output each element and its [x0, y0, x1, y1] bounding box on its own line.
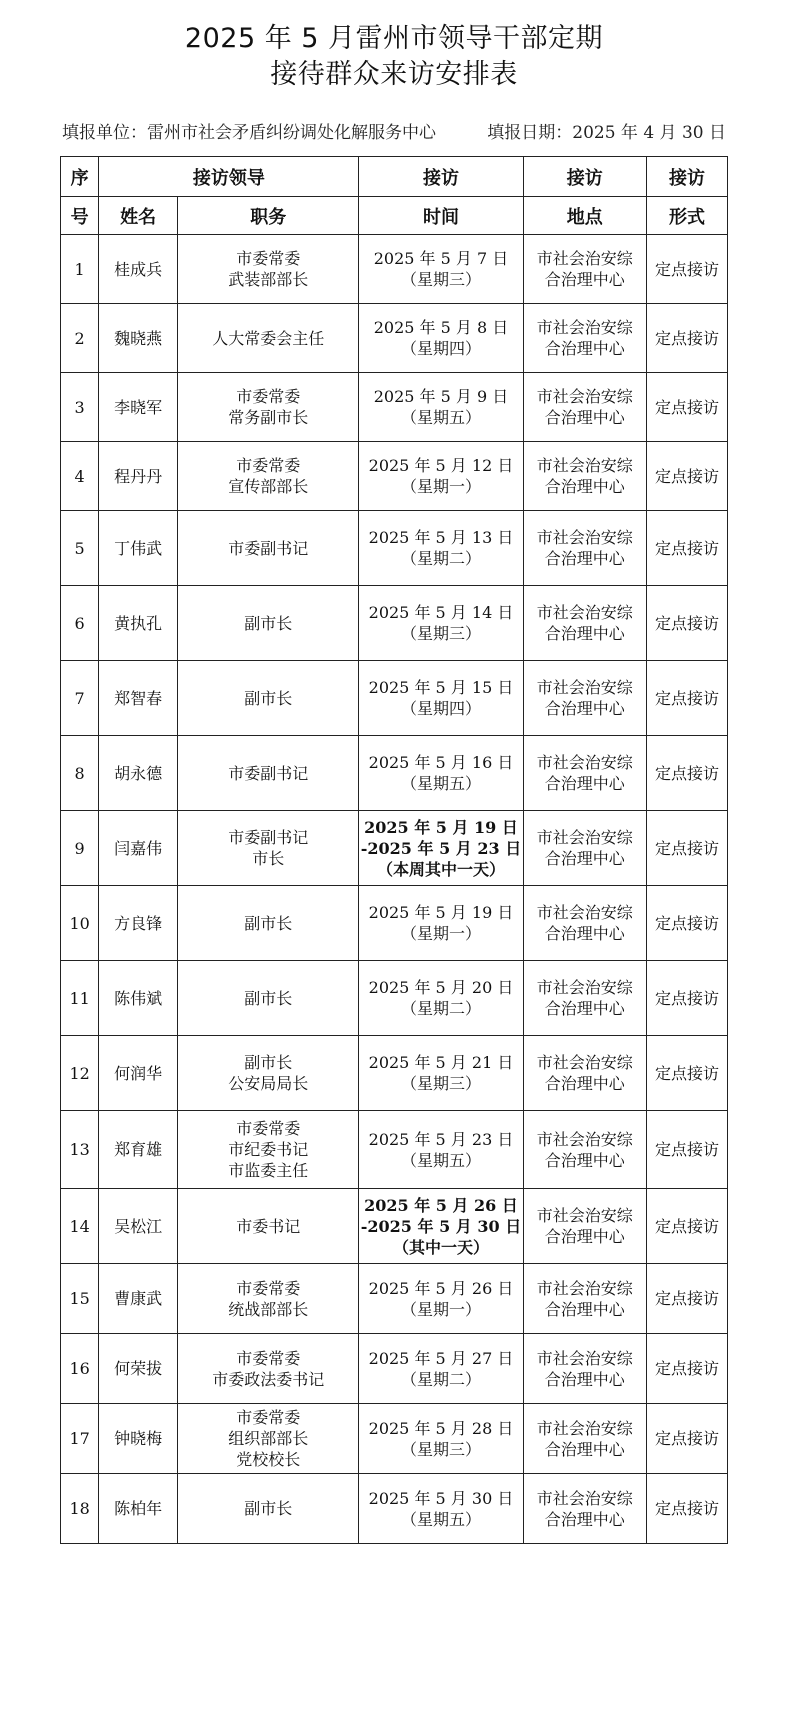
visit-place [523, 1404, 647, 1474]
visit-time-line: 2025 年 5 月 13 日 [368, 528, 514, 547]
visit-time-line: （星期五） [400, 1509, 481, 1529]
row-number: 18 [61, 1474, 99, 1544]
visit-time-line: （星期四） [400, 699, 481, 718]
visit-time-line: （星期一） [400, 1299, 481, 1319]
leader-position [177, 1474, 359, 1544]
leader-name: 陈柏年 [99, 1474, 178, 1544]
visit-time-line: （星期五） [400, 408, 481, 427]
visit-place-line: 合治理中心 [544, 1369, 625, 1389]
header-time-top: 接访 [359, 157, 523, 197]
leader-name: 丁伟武 [99, 511, 178, 586]
table-row [61, 961, 728, 1036]
header-place-bottom: 地点 [523, 197, 647, 235]
visit-time-line: （星期五） [400, 774, 481, 793]
visit-time-line: 2025 年 5 月 21 日 [368, 1053, 514, 1072]
visit-place-line: 合治理中心 [544, 339, 625, 358]
reporting-unit: 填报单位：雷州市社会矛盾纠纷调处化解服务中心 [62, 123, 436, 143]
leader-position [177, 661, 359, 736]
visit-place-line: 合治理中心 [544, 1150, 625, 1170]
header-seq-bottom: 号 [61, 197, 99, 235]
visit-form: 定点接访 [647, 1189, 728, 1264]
schedule-table [60, 156, 728, 1544]
row-number: 9 [61, 811, 99, 886]
leader-position-line: 武装部部长 [228, 270, 309, 289]
visit-time-line: 2025 年 5 月 26 日 [368, 1278, 514, 1298]
visit-place [523, 442, 647, 511]
visit-time [359, 1404, 523, 1474]
visit-time [359, 304, 523, 373]
visit-time [359, 886, 523, 961]
visit-form: 定点接访 [647, 886, 728, 961]
visit-time-line: 2025 年 5 月 9 日 [373, 387, 509, 406]
table-row [61, 736, 728, 811]
leader-position-line: 统战部部长 [228, 1299, 309, 1319]
visit-time-line: （星期一） [400, 477, 481, 496]
visit-form: 定点接访 [647, 373, 728, 442]
leader-name: 何荣拔 [99, 1334, 178, 1404]
visit-place [523, 661, 647, 736]
leader-name: 吴松江 [99, 1189, 178, 1264]
leader-position-line: 市监委主任 [228, 1161, 309, 1180]
visit-form: 定点接访 [647, 1404, 728, 1474]
row-number: 10 [61, 886, 99, 961]
table-row [61, 1334, 728, 1404]
leader-position-line: 市长 [252, 849, 285, 868]
visit-place-line: 市社会治安综 [536, 603, 633, 622]
table-row [61, 373, 728, 442]
visit-form: 定点接访 [647, 811, 728, 886]
visit-time [359, 1111, 523, 1189]
visit-time-line: （星期三） [400, 1074, 481, 1093]
leader-name: 李晓军 [99, 373, 178, 442]
visit-place-line: 市社会治安综 [536, 1348, 633, 1368]
visit-form: 定点接访 [647, 511, 728, 586]
visit-time [359, 511, 523, 586]
visit-place-line: 合治理中心 [544, 1439, 625, 1459]
leader-position-line: 副市长 [244, 1499, 293, 1518]
visit-time-line: （其中一天） [392, 1237, 489, 1257]
leader-position [177, 1189, 359, 1264]
row-number: 8 [61, 736, 99, 811]
header-row-1 [61, 157, 728, 197]
visit-time-line: 2025 年 5 月 23 日 [368, 1129, 514, 1149]
visit-time-line: 2025 年 5 月 26 日 [364, 1195, 518, 1215]
visit-place-line: 市社会治安综 [536, 1206, 633, 1225]
visit-form: 定点接访 [647, 235, 728, 304]
leader-position-line: 人大常委会主任 [212, 328, 325, 348]
leader-position [177, 736, 359, 811]
visit-form: 定点接访 [647, 961, 728, 1036]
row-number: 17 [61, 1404, 99, 1474]
visit-place [523, 1111, 647, 1189]
leader-position-line: 市委常委 [236, 456, 301, 475]
visit-time-line: （星期五） [400, 1150, 481, 1170]
table-row [61, 511, 728, 586]
table-row [61, 442, 728, 511]
visit-place-line: 合治理中心 [544, 699, 625, 718]
row-number: 13 [61, 1111, 99, 1189]
visit-place-line: 市社会治安综 [536, 978, 633, 997]
leader-position [177, 1111, 359, 1189]
leader-position-line: 市委常委 [236, 387, 301, 406]
leader-position [177, 1264, 359, 1334]
visit-place-line: 市社会治安综 [536, 903, 633, 922]
leader-name: 郑育雄 [99, 1111, 178, 1189]
visit-place-line: 市社会治安综 [536, 387, 633, 406]
visit-place-line: 合治理中心 [544, 999, 625, 1018]
visit-form: 定点接访 [647, 1264, 728, 1334]
table-row [61, 811, 728, 886]
visit-time-line: 2025 年 5 月 8 日 [373, 318, 509, 337]
visit-time-line: （星期三） [400, 624, 481, 643]
visit-time-line: （星期三） [400, 1439, 481, 1459]
leader-name: 程丹丹 [99, 442, 178, 511]
document-title-line-1: 2025 年 5 月雷州市领导干部定期 [184, 23, 604, 54]
table-row [61, 1036, 728, 1111]
visit-place-line: 市社会治安综 [536, 1053, 633, 1072]
leader-name: 何润华 [99, 1036, 178, 1111]
visit-time-line: 2025 年 5 月 19 日 [368, 903, 514, 922]
leader-name: 黄执孔 [99, 586, 178, 661]
leader-position-line: 市委副书记 [228, 828, 309, 847]
leader-position [177, 304, 359, 373]
leader-name: 魏晓燕 [99, 304, 178, 373]
visit-place-line: 合治理中心 [544, 1074, 625, 1093]
leader-position [177, 1404, 359, 1474]
row-number: 15 [61, 1264, 99, 1334]
row-number: 1 [61, 235, 99, 304]
visit-place [523, 1189, 647, 1264]
visit-place [523, 961, 647, 1036]
visit-place-line: 合治理中心 [544, 477, 625, 496]
table-row [61, 235, 728, 304]
visit-form: 定点接访 [647, 442, 728, 511]
leader-name: 胡永德 [99, 736, 178, 811]
table-row [61, 886, 728, 961]
row-number: 5 [61, 511, 99, 586]
visit-place [523, 586, 647, 661]
visit-place-line: 合治理中心 [544, 624, 625, 643]
visit-place [523, 511, 647, 586]
visit-place [523, 1474, 647, 1544]
document-title-line-2: 接待群众来访安排表 [270, 59, 518, 90]
visit-place-line: 市社会治安综 [536, 828, 633, 847]
visit-place [523, 736, 647, 811]
visit-place-line: 市社会治安综 [536, 1418, 633, 1438]
leader-position [177, 442, 359, 511]
visit-time [359, 373, 523, 442]
visit-place-line: 合治理中心 [544, 1299, 625, 1319]
row-number: 16 [61, 1334, 99, 1404]
visit-time-line: 2025 年 5 月 7 日 [373, 249, 509, 268]
leader-position-line: 市委常委 [236, 1348, 301, 1368]
row-number: 4 [61, 442, 99, 511]
leader-position-line: 市委书记 [236, 1216, 301, 1236]
visit-time-line: 2025 年 5 月 16 日 [368, 753, 514, 772]
table-row [61, 304, 728, 373]
leader-position-line: 市纪委书记 [228, 1140, 309, 1159]
table-row [61, 586, 728, 661]
leader-name: 陈伟斌 [99, 961, 178, 1036]
visit-time [359, 235, 523, 304]
leader-position-line: 市委常委 [236, 1119, 301, 1138]
leader-position-line: 常务副市长 [228, 408, 309, 427]
leader-position-line: 市委副书记 [228, 763, 309, 783]
visit-place [523, 1036, 647, 1111]
table-row [61, 1189, 728, 1264]
visit-form: 定点接访 [647, 1334, 728, 1404]
table-row [61, 1404, 728, 1474]
visit-place-line: 市社会治安综 [536, 1129, 633, 1149]
visit-place-line: 市社会治安综 [536, 318, 633, 337]
visit-place [523, 1334, 647, 1404]
visit-time-line: （星期三） [400, 270, 481, 289]
visit-form: 定点接访 [647, 586, 728, 661]
leader-position-line: 宣传部部长 [228, 477, 309, 496]
visit-time-line: 2025 年 5 月 27 日 [368, 1348, 514, 1368]
visit-form: 定点接访 [647, 1036, 728, 1111]
visit-time [359, 442, 523, 511]
visit-place-line: 市社会治安综 [536, 249, 633, 268]
visit-place [523, 886, 647, 961]
header-form-top: 接访 [647, 157, 728, 197]
leader-position [177, 886, 359, 961]
visit-time-line: 2025 年 5 月 20 日 [368, 978, 514, 997]
header-name: 姓名 [99, 197, 178, 235]
leader-position-line: 副市长 [244, 688, 293, 708]
visit-form: 定点接访 [647, 661, 728, 736]
leader-position-line: 副市长 [244, 1053, 293, 1072]
visit-time-line: 2025 年 5 月 12 日 [368, 456, 514, 475]
leader-position [177, 1036, 359, 1111]
visit-place-line: 市社会治安综 [536, 678, 633, 697]
visit-time-line: （星期二） [400, 549, 481, 568]
leader-position [177, 373, 359, 442]
visit-time [359, 961, 523, 1036]
visit-place-line: 合治理中心 [544, 774, 625, 793]
visit-time-line: （星期二） [400, 1369, 481, 1389]
visit-time [359, 1264, 523, 1334]
header-position: 职务 [177, 197, 359, 235]
visit-place-line: 市社会治安综 [536, 528, 633, 547]
visit-place-line: 合治理中心 [544, 1227, 625, 1246]
row-number: 12 [61, 1036, 99, 1111]
leader-name: 郑智春 [99, 661, 178, 736]
header-time-bottom: 时间 [359, 197, 523, 235]
visit-time-line: 2025 年 5 月 19 日 [364, 817, 518, 837]
visit-form: 定点接访 [647, 304, 728, 373]
row-number: 7 [61, 661, 99, 736]
visit-place-line: 市社会治安综 [536, 1488, 633, 1508]
header-form-bottom: 形式 [647, 197, 728, 235]
leader-position-line: 副市长 [244, 988, 293, 1008]
visit-time [359, 1189, 523, 1264]
visit-place [523, 373, 647, 442]
header-place-top: 接访 [523, 157, 647, 197]
leader-name: 桂成兵 [99, 235, 178, 304]
row-number: 3 [61, 373, 99, 442]
visit-place-line: 合治理中心 [544, 924, 625, 943]
table-row [61, 1111, 728, 1189]
visit-time [359, 736, 523, 811]
visit-form: 定点接访 [647, 736, 728, 811]
visit-form: 定点接访 [647, 1474, 728, 1544]
visit-place-line: 市社会治安综 [536, 456, 633, 475]
table-row [61, 1474, 728, 1544]
leader-name: 方良锋 [99, 886, 178, 961]
leader-name: 曹康武 [99, 1264, 178, 1334]
leader-position-line: 市委常委 [236, 1278, 301, 1298]
visit-time-line: （星期四） [400, 339, 481, 358]
visit-time [359, 811, 523, 886]
visit-place-line: 合治理中心 [544, 849, 625, 868]
leader-position-line: 副市长 [244, 913, 293, 933]
leader-position-line: 组织部部长 [228, 1429, 309, 1448]
header-row-2 [61, 197, 728, 235]
visit-place [523, 811, 647, 886]
leader-position-line: 市委政法委书记 [212, 1369, 325, 1389]
visit-time [359, 661, 523, 736]
visit-time [359, 586, 523, 661]
leader-position [177, 235, 359, 304]
leader-position [177, 811, 359, 886]
leader-position-line: 公安局局长 [228, 1074, 309, 1093]
visit-time-line: 2025 年 5 月 30 日 [368, 1488, 514, 1508]
leader-name: 钟晓梅 [99, 1404, 178, 1474]
visit-time [359, 1474, 523, 1544]
visit-form: 定点接访 [647, 1111, 728, 1189]
row-number: 2 [61, 304, 99, 373]
leader-position [177, 961, 359, 1036]
header-leader: 接访领导 [99, 157, 359, 197]
leader-position-line: 市委副书记 [228, 538, 309, 558]
row-number: 11 [61, 961, 99, 1036]
visit-time-line: -2025 年 5 月 30 日 [360, 1216, 522, 1236]
row-number: 14 [61, 1189, 99, 1264]
visit-time [359, 1036, 523, 1111]
visit-place-line: 合治理中心 [544, 408, 625, 427]
visit-place-line: 合治理中心 [544, 549, 625, 568]
visit-time-line: （星期一） [400, 924, 481, 943]
leader-position [177, 1334, 359, 1404]
visit-time-line: -2025 年 5 月 23 日 [360, 838, 522, 858]
visit-place [523, 1264, 647, 1334]
table-row [61, 1264, 728, 1334]
visit-time-line: 2025 年 5 月 28 日 [368, 1418, 514, 1438]
row-number: 6 [61, 586, 99, 661]
reporting-date: 填报日期：2025 年 4 月 30 日 [487, 123, 726, 143]
leader-name: 闫嘉伟 [99, 811, 178, 886]
header-seq-top: 序 [61, 157, 99, 197]
visit-time-line: 2025 年 5 月 15 日 [368, 678, 514, 697]
visit-time-line: （星期二） [400, 999, 481, 1018]
visit-place [523, 235, 647, 304]
leader-position [177, 511, 359, 586]
visit-place-line: 合治理中心 [544, 1509, 625, 1529]
visit-time-line: 2025 年 5 月 14 日 [368, 603, 514, 622]
visit-time-line: （本周其中一天） [376, 859, 505, 879]
leader-position-line: 党校校长 [236, 1450, 301, 1469]
visit-time [359, 1334, 523, 1404]
leader-position-line: 市委常委 [236, 249, 301, 268]
leader-position-line: 副市长 [244, 613, 293, 633]
leader-position [177, 586, 359, 661]
table-row [61, 661, 728, 736]
schedule-rows [61, 235, 728, 1544]
leader-position-line: 市委常委 [236, 1408, 301, 1427]
visit-place [523, 304, 647, 373]
visit-place-line: 合治理中心 [544, 270, 625, 289]
visit-place-line: 市社会治安综 [536, 1278, 633, 1298]
visit-place-line: 市社会治安综 [536, 753, 633, 772]
